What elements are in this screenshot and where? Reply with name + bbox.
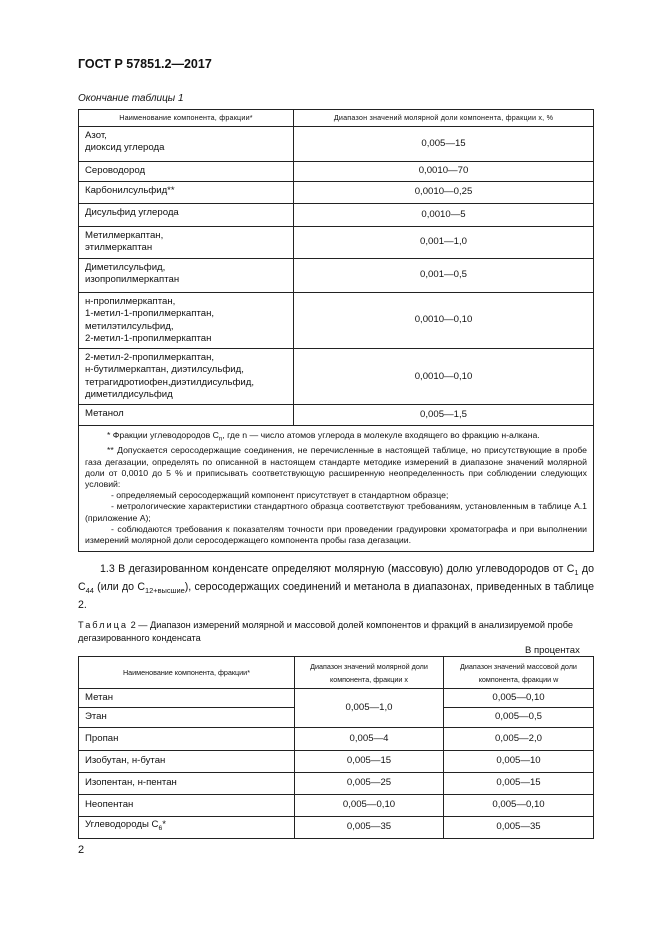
cell-line: Азот, — [85, 130, 107, 141]
table-row — [79, 259, 594, 293]
cell-name: Изопентан, н-пентан — [79, 773, 295, 795]
cell-line: Метилмеркаптан, — [85, 230, 164, 241]
cell-line: метилэтилсульфид, — [85, 320, 174, 332]
cell-line: н-бутилмеркаптан, диэтилсульфид, — [85, 364, 244, 376]
table-row — [79, 689, 594, 708]
cell-mass: 0,005—0,10 — [444, 689, 594, 708]
page-number: 2 — [78, 844, 85, 856]
table-row — [79, 162, 594, 182]
table-row — [79, 728, 594, 751]
note-1: * Фракции углеводородов $C_n$, где n — число атомов углерода в молекуле входящего во фракцию н-алкана. — [107, 430, 540, 444]
cell-name: Пропан — [79, 728, 295, 751]
cell-line: изопропилмеркаптан — [85, 274, 180, 286]
table-row — [79, 182, 594, 204]
table2-header-molar: Диапазон значений молярной доли компонента, фракции x — [295, 657, 444, 689]
cell-name: Этан — [79, 708, 295, 728]
cell-line: Диметилсульфид, — [85, 262, 166, 273]
cell-value: 0,0010—0,10 — [294, 349, 594, 405]
table1 — [78, 109, 594, 552]
cell-molar: 0,005—0,10 — [295, 795, 444, 817]
table-row — [79, 204, 594, 227]
table1-caption: Окончание таблицы 1 — [78, 93, 184, 104]
cell-value: 0,001—0,5 — [294, 259, 594, 293]
table2 — [78, 656, 594, 839]
cell-line: Метанол — [85, 408, 124, 420]
note-3: - определяемый серосодержащий компонент присутствует в стандартном образце; — [111, 490, 449, 501]
table1-header-range: Диапазон значений молярной доли компонента, фракции x, % — [294, 110, 594, 127]
cell-line: н-пропилмеркаптан, — [85, 296, 176, 307]
cell-value: 0,0010—70 — [294, 162, 594, 182]
cell-molar: 0,005—1,0 — [295, 689, 444, 728]
table1-header-name: Наименование компонента, фракции* — [79, 110, 294, 127]
cell-mass: 0,005—0,10 — [444, 795, 594, 817]
cell-line: 2-метил-2-пропилмеркаптан, — [85, 352, 215, 364]
cell-molar: 0,005—15 — [295, 751, 444, 773]
cell-name: Изобутан, н-бутан — [79, 751, 295, 773]
cell-name: Углеводороды $C_6*$ — [79, 817, 295, 839]
document-header: ГОСТ Р 57851.2—2017 — [78, 57, 212, 71]
cell-value: 0,0010—0,25 — [294, 182, 594, 204]
cell-line: Карбонилсульфид** — [85, 185, 175, 196]
note-2: ** Допускается серосодержащие соединения, не перечисленные в настоящей таблице, но присутствующие в пробе газа дегазации, определять по описанной в настоящем стандарте методике измерений в диапазоне значений молярной доли от 0,0010 до 5 % и приписывать соответствующую расширенную неопределенность при соблюдении следующих условий: — [85, 445, 587, 489]
table-row — [79, 405, 594, 426]
cell-line: этилмеркаптан — [85, 242, 153, 254]
table-row — [79, 795, 594, 817]
cell-molar: 0,005—25 — [295, 773, 444, 795]
cell-line: Дисульфид углерода — [85, 207, 179, 218]
cell-value: 0,005—1,5 — [294, 405, 594, 426]
cell-name: Неопентан — [79, 795, 295, 817]
cell-line: тетрагидротиофен,диэтилдисульфид, — [85, 376, 255, 388]
cell-line: диметилдисульфид — [85, 389, 173, 401]
table1-notes-row — [79, 426, 594, 552]
cell-molar: 0,005—35 — [295, 817, 444, 839]
cell-molar: 0,005—4 — [295, 728, 444, 751]
cell-mass: 0,005—35 — [444, 817, 594, 839]
table-row — [79, 349, 594, 405]
table2-unit: В процентах — [525, 645, 580, 656]
cell-value: 0,0010—0,10 — [294, 293, 594, 349]
table-row — [79, 751, 594, 773]
cell-name: Метан — [79, 689, 295, 708]
table-row — [79, 773, 594, 795]
table-row — [79, 127, 594, 162]
cell-mass: 0,005—0,5 — [444, 708, 594, 728]
section-paragraph-1-3: 1.3 В дегазированном конденсате определяют молярную (массовую) долю углеводородов от $C_1$ до $C_{44}$ (или до $C_{12+высшие}$), серосодержащих соединений и метанола в диапазонах, приведенных в таблице 2. — [78, 563, 594, 612]
cell-mass: 0,005—2,0 — [444, 728, 594, 751]
table2-caption: Таблица 2 — Диапазон измерений молярной и массовой долей компонентов и фракций в анализируемой пробе дегазированного конденсата — [78, 620, 574, 643]
note-5: - соблюдаются требования к показателям точности при проведении градуировки хроматографа и при выполнении измерений молярной доли серосодержащего компонента пробы газа дегазации. — [85, 523, 587, 545]
cell-mass: 0,005—10 — [444, 751, 594, 773]
cell-value: 0,001—1,0 — [294, 227, 594, 259]
cell-line: 1-метил-1-пропилмеркаптан, — [85, 308, 215, 320]
cell-value: 0,005—15 — [294, 127, 594, 162]
table-row — [79, 817, 594, 839]
cell-mass: 0,005—15 — [444, 773, 594, 795]
table2-header-name: Наименование компонента, фракции* — [79, 657, 295, 689]
table-row — [79, 227, 594, 259]
cell-line: Сероводород — [85, 165, 146, 176]
table-row — [79, 293, 594, 349]
table1-notes — [79, 426, 594, 552]
cell-line: диоксид углерода — [85, 142, 165, 154]
table2-header-mass: Диапазон значений массовой доли компонента, фракции w — [444, 657, 594, 689]
cell-value: 0,0010—5 — [294, 204, 594, 227]
note-4: - метрологические характеристики стандартного образца соответствуют требованиям, установленным в таблице А.1 (приложение А); — [85, 501, 587, 523]
cell-line: 2-метил-1-пропилмеркаптан — [85, 332, 212, 344]
